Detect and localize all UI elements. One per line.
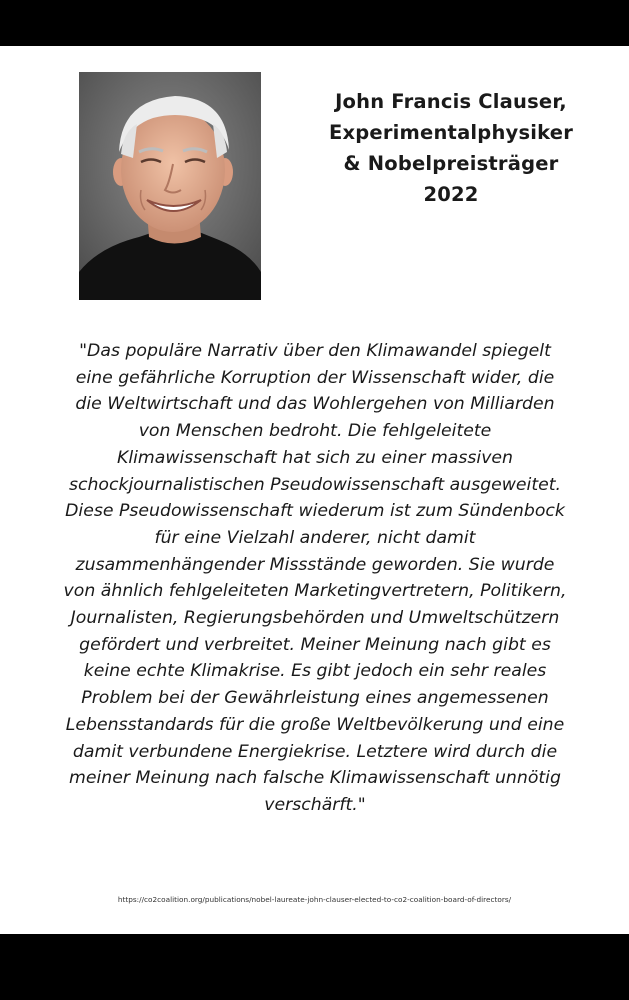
quote-line: meiner Meinung nach falsche Klimawissenschaft unnötig xyxy=(69,768,561,789)
quote-line: schockjournalistischen Pseudowissenschaft ausgeweitet. xyxy=(68,474,562,495)
quote-line: die Weltwirtschaft und das Wohlergehen von Milliarden xyxy=(75,394,555,415)
quote-line: eine gefährliche Korruption der Wissenschaft wider, die xyxy=(75,367,555,388)
quote-line: Klimawissenschaft hat sich zu einer massiven xyxy=(116,447,514,468)
quote-line: von ähnlich fehlgeleiteten Marketingvertretern, Politikern, xyxy=(63,581,567,602)
quote-line: verschärft." xyxy=(264,794,366,815)
quote-text xyxy=(30,338,600,819)
quote-line: keine echte Klimakrise. Es gibt jedoch ein sehr reales xyxy=(83,661,547,682)
title-line: John Francis Clauser, xyxy=(335,90,567,113)
quote-line: Diese Pseudowissenschaft wiederum ist zum Sündenbock xyxy=(65,501,565,522)
page-title xyxy=(292,86,610,210)
title-line: & Nobelpreisträger xyxy=(343,152,559,175)
source-url: https://co2coalition.org/publications/nobel-laureate-john-clauser-elected-to-co2-coalition-board-of-directors/ xyxy=(117,895,512,904)
quote-line: gefördert und verbreitet. Meiner Meinung nach gibt es xyxy=(79,634,551,655)
quote-card xyxy=(0,46,629,934)
quote-line: für eine Vielzahl anderer, nicht damit xyxy=(154,527,476,548)
quote-line: zusammenhängender Missstände geworden. Sie wurde xyxy=(75,554,555,575)
quote-line: von Menschen bedroht. Die fehlgeleitete xyxy=(138,421,492,442)
title-line: Experimentalphysiker xyxy=(328,121,574,144)
quote-line: Lebensstandards für die große Weltbevölkerung und eine xyxy=(65,714,565,735)
quote-line: "Das populäre Narrativ über den Klimawandel spiegelt xyxy=(79,341,551,361)
title-line: 2022 xyxy=(423,183,479,206)
quote-line: Problem bei der Gewährleistung eines angemessenen xyxy=(81,688,549,709)
quote-line: damit verbundene Energiekrise. Letztere wird durch die xyxy=(72,741,558,762)
quote-line: Journalisten, Regierungsbehörden und Umweltschützern xyxy=(70,608,560,629)
portrait-photo xyxy=(79,72,261,300)
